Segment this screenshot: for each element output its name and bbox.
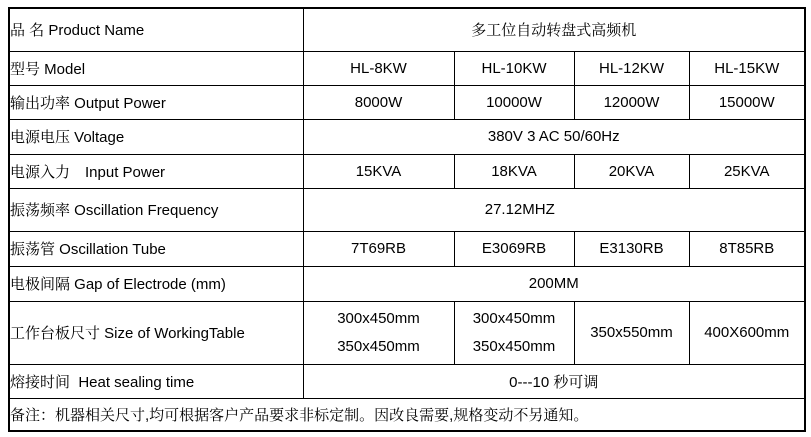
electrode-gap-value: 200MM xyxy=(303,266,805,301)
product-spec-table xyxy=(8,7,806,432)
heat-sealing-time-label: 熔接时间 Heat sealing time xyxy=(9,364,303,398)
working-table-value: 400X600mm xyxy=(689,301,805,364)
row-note xyxy=(9,398,805,431)
input-power-label: 电源入力 Input Power xyxy=(9,154,303,188)
row-oscillation-tube xyxy=(9,231,805,266)
working-table-value xyxy=(454,301,574,364)
electrode-gap-label: 电极间隔 Gap of Electrode (mm) xyxy=(9,266,303,301)
model-label: 型号 Model xyxy=(9,51,303,85)
oscillation-tube-label: 振荡管 Oscillation Tube xyxy=(9,231,303,266)
input-power-value: 15KVA xyxy=(303,154,454,188)
product-name-value: 多工位自动转盘式高频机 xyxy=(303,8,805,51)
voltage-label: 电源电压 Voltage xyxy=(9,119,303,154)
row-voltage xyxy=(9,119,805,154)
row-product-name xyxy=(9,8,805,51)
working-table-value: 350x550mm xyxy=(574,301,689,364)
output-power-value: 10000W xyxy=(454,85,574,119)
heat-sealing-time-value: 0---10 秒可调 xyxy=(303,364,805,398)
note-text: 备注：机器相关尺寸,均可根据客户产品要求非标定制。因改良需要,规格变动不另通知。 xyxy=(9,398,805,431)
oscillation-tube-value: E3069RB xyxy=(454,231,574,266)
working-table-size-line: 300x450mm xyxy=(472,309,556,327)
output-power-value: 15000W xyxy=(689,85,805,119)
row-model xyxy=(9,51,805,85)
input-power-value: 18KVA xyxy=(454,154,574,188)
voltage-value: 380V 3 AC 50/60Hz xyxy=(303,119,805,154)
product-name-label: 品 名 Product Name xyxy=(9,8,303,51)
oscillation-tube-value: E3130RB xyxy=(574,231,689,266)
row-working-table xyxy=(9,301,805,364)
model-value: HL-15KW xyxy=(689,51,805,85)
oscillation-frequency-value: 27.12MHZ xyxy=(303,188,805,231)
working-table-label: 工作台板尺寸 Size of WorkingTable xyxy=(9,301,303,364)
model-value: HL-10KW xyxy=(454,51,574,85)
oscillation-tube-value: 8T85RB xyxy=(689,231,805,266)
oscillation-tube-value: 7T69RB xyxy=(303,231,454,266)
working-table-size-line: 350x450mm xyxy=(337,337,420,355)
working-table-size-line: 300x450mm xyxy=(337,309,420,327)
row-input-power xyxy=(9,154,805,188)
row-electrode-gap xyxy=(9,266,805,301)
input-power-value: 25KVA xyxy=(689,154,805,188)
output-power-value: 12000W xyxy=(574,85,689,119)
model-value: HL-8KW xyxy=(303,51,454,85)
output-power-value: 8000W xyxy=(303,85,454,119)
model-value: HL-12KW xyxy=(574,51,689,85)
row-output-power xyxy=(9,85,805,119)
working-table-value xyxy=(303,301,454,364)
working-table-size-line: 350x450mm xyxy=(472,337,556,355)
row-heat-sealing-time xyxy=(9,364,805,398)
oscillation-frequency-label: 振荡频率 Oscillation Frequency xyxy=(9,188,303,231)
input-power-value: 20KVA xyxy=(574,154,689,188)
output-power-label: 输出功率 Output Power xyxy=(9,85,303,119)
row-oscillation-frequency xyxy=(9,188,805,231)
